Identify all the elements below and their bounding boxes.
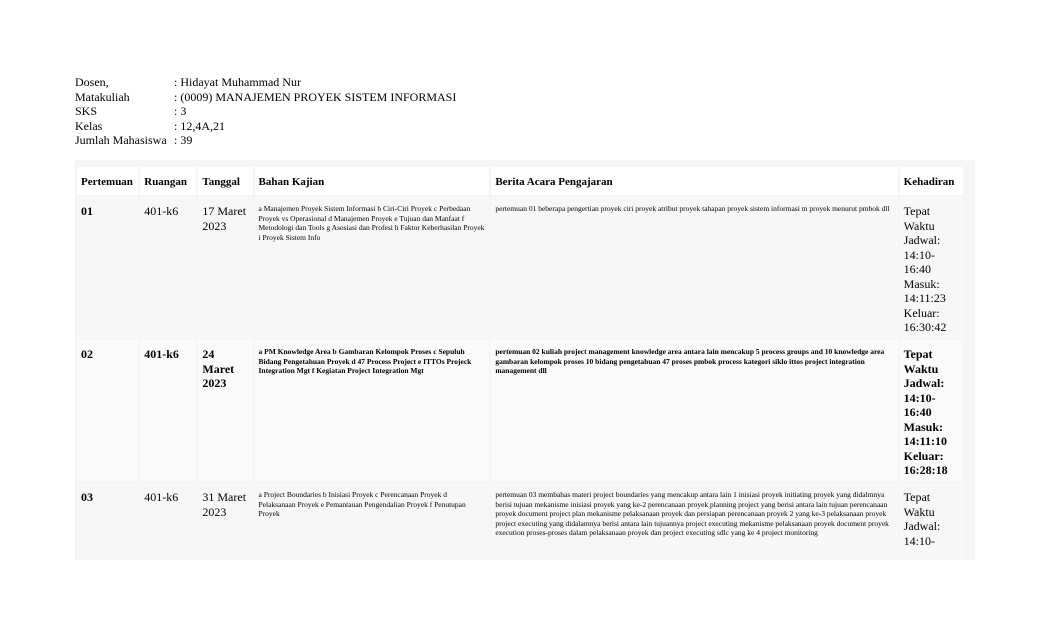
table-row [77,483,963,558]
cell-tanggal: 17 Maret 2023 [198,197,252,338]
info-value: : 39 [174,133,193,147]
info-label: Jumlah Mahasiswa [75,133,167,147]
header-kehadiran: Kehadiran [900,167,963,195]
cell-pertemuan: 01 [77,197,138,338]
attendance-table-container [75,160,975,560]
info-value: : 3 [174,104,187,118]
info-row-sks [75,104,456,119]
cell-ruangan: 401-k6 [140,483,196,558]
cell-berita-acara: pertemuan 02 kuliah project management knowledge area antara lain mencakup 5 process groups and 10 knowledge area gambaran kelompok proses 10 bidang pengetahuan 47 proses pmbok process kategori siklo ittos project integration management dll [491,340,897,481]
table-row [77,197,963,338]
cell-pertemuan: 02 [77,340,138,481]
info-row-matakuliah [75,90,456,105]
info-value: : (0009) MANAJEMEN PROYEK SISTEM INFORMASI [174,89,457,104]
cell-kehadiran: Tepat Waktu Jadwal: 14:10-16:40 Masuk: 14:11:23 Keluar: 16:30:42 [900,197,963,338]
info-label: Matakuliah [75,89,130,104]
cell-pertemuan: 03 [77,483,138,558]
cell-ruangan: 401-k6 [140,340,196,481]
header-pertemuan: Pertemuan [77,167,138,195]
info-value: : 12,4A,21 [174,118,225,133]
info-row-kelas [75,119,456,134]
cell-kehadiran: Tepat Waktu Jadwal: 14:10- [900,483,963,558]
table-row [77,340,963,481]
info-label: Dosen, [75,75,109,89]
info-row-jumlah-mahasiswa [75,133,456,148]
cell-bahan-kajian: a Project Boundaries b Inisiasi Proyek c Perencanaan Proyek d Pelaksanaan Proyek e Pemantauan Pengendalian Proyek f Penutupan Proyek [255,483,490,558]
cell-kehadiran: Tepat Waktu Jadwal: 14:10-16:40 Masuk: 14:11:10 Keluar: 16:28:18 [900,340,963,481]
cell-bahan-kajian: a PM Knowledge Area b Gambaran Kelompok Proses c Sepuluh Bidang Pengetahuan Proyek d 47 Process Project e ITTOs Projeck Integration Mgt f Kegiatan Project Integration Mgt [255,340,490,481]
info-label: Kelas [75,118,103,133]
cell-bahan-kajian: a Manajemen Proyek Sistem Informasi b Ciri-Ciri Proyek c Perbedaan Proyek vs Operasional d Manajemen Proyek e Tujuan dan Manfaat f Metodologi dan Tools g Asosiasi dan Profesi h Faktor Keberhasilan Proyek i Proyek Sistem Info [255,197,490,338]
cell-tanggal: 24 Maret 2023 [198,340,252,481]
info-value: : Hidayat Muhammad Nur [174,75,301,89]
cell-berita-acara: pertemuan 01 beberapa pengertian proyek ciri proyek atribut proyek tahapan proyek sistem informasi m proyek menurut pmbok dll [491,197,897,338]
header-ruangan: Ruangan [140,167,196,195]
course-info [75,75,456,148]
attendance-table [75,165,965,560]
info-row-dosen [75,75,456,90]
header-bahan-kajian: Bahan Kajian [255,167,490,195]
info-label: SKS [75,104,98,118]
table-header-row [77,167,963,195]
cell-tanggal: 31 Maret 2023 [198,483,252,558]
cell-ruangan: 401-k6 [140,197,196,338]
header-berita-acara: Berita Acara Pengajaran [491,167,897,195]
cell-berita-acara: pertemuan 03 membahas materi project boundaries yang mencakup antara lain 1 inisiasi proyek initiating proyek yang didalmnya berisi tujuan mekanisme inisiasi proyek yang ke-2 perencanaan proyek planning project yang berisi antara lain tujuan perencanaan proyek document project plan mekanisme pelaksanaan proyek dan persiapan perencanaan proyek 2 yang ke-3 pelaksanaan proyek project executing yang didalamnya berisi antara lain tujuannya project executing mekanisme pelaksanaan proyek document proyek execution proses-proses dalam pelaksanaan proyek dan project executing sdlc yang ke 4 project monitoring [491,483,897,558]
header-tanggal: Tanggal [198,167,252,195]
